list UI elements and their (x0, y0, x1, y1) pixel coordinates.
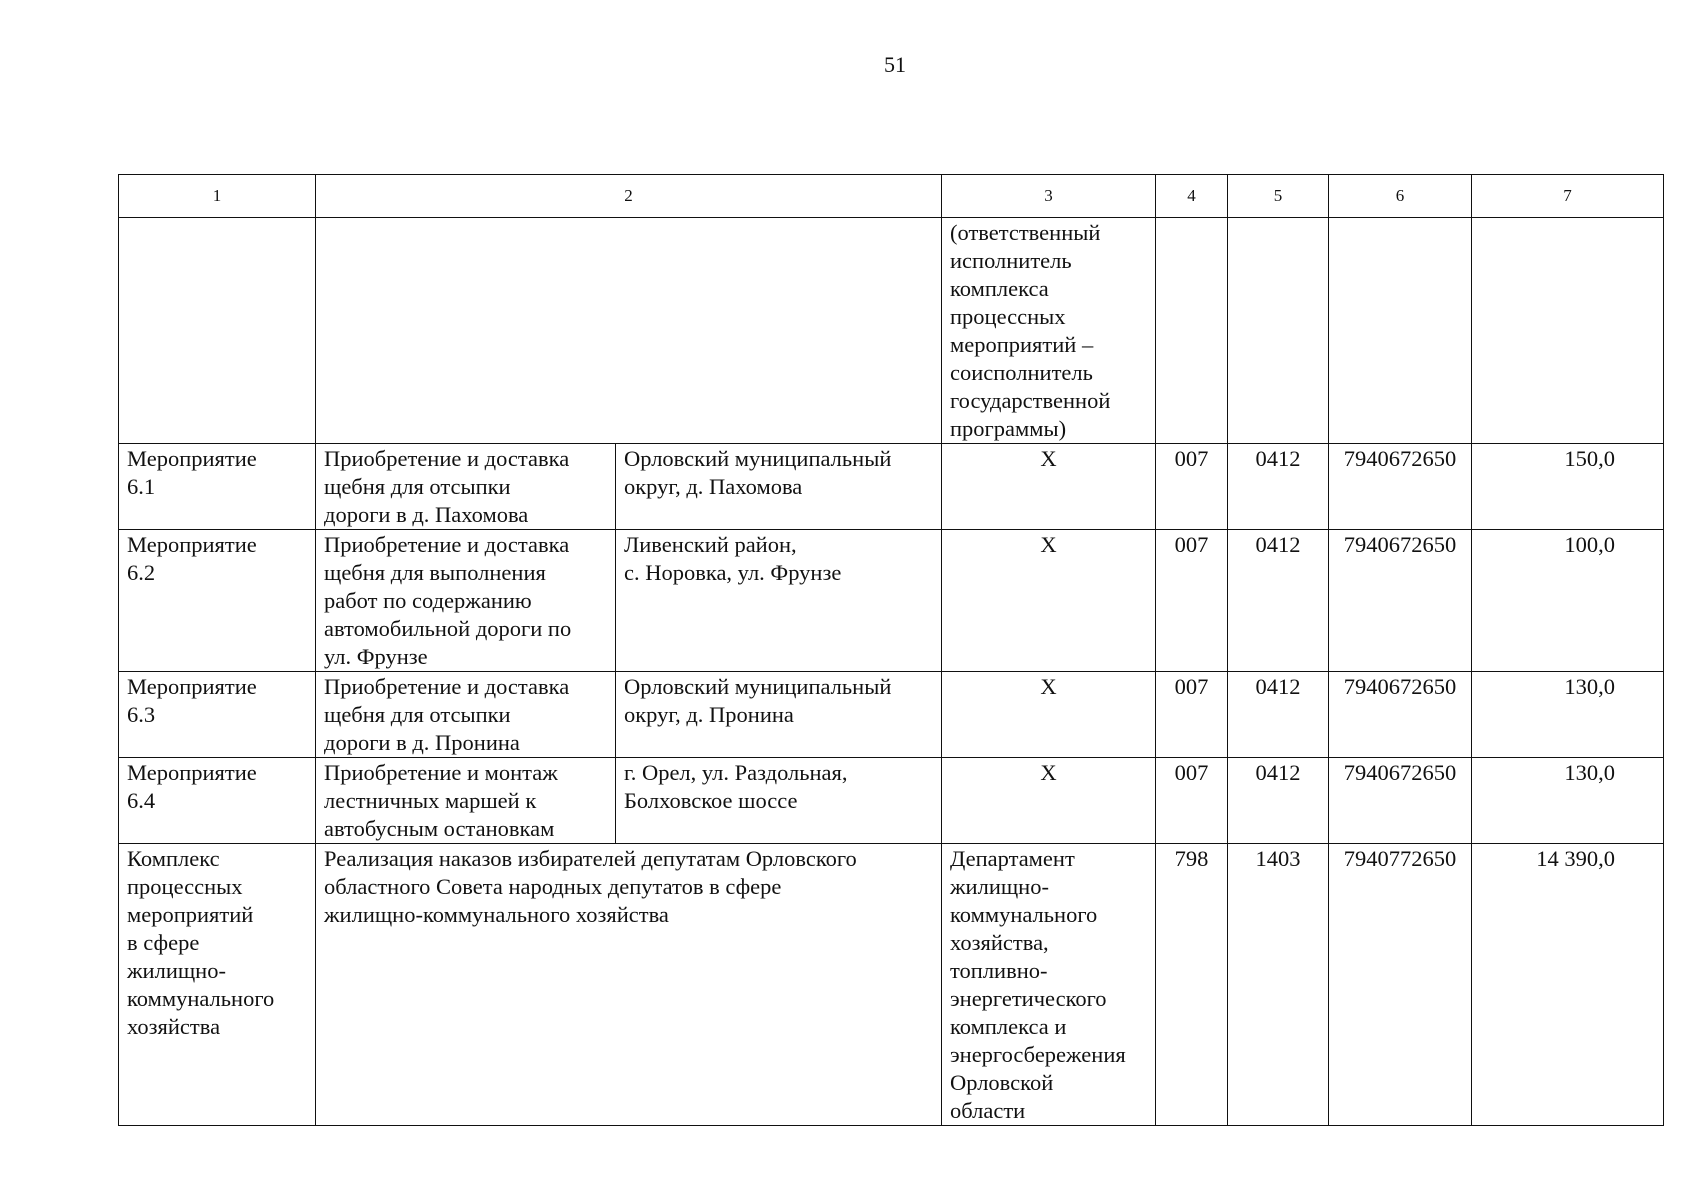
header-col-7: 7 (1472, 175, 1664, 218)
complex-description-cell: Реализация наказов избирателей депутатам Орловского областного Совета народных депутатов в сфере жилищно-коммунального хозяйства (316, 844, 942, 1126)
activity-code4-cell: 007 (1156, 672, 1228, 758)
activity-code5-cell: 0412 (1228, 530, 1329, 672)
table-row (119, 758, 1664, 844)
continuation-row (119, 218, 1664, 444)
activity-code4-cell: 007 (1156, 444, 1228, 530)
complex-code4-cell: 798 (1156, 844, 1228, 1126)
activity-name-cell: Мероприятие 6.4 (119, 758, 316, 844)
activity-code4-cell: 007 (1156, 530, 1228, 672)
activity-description-cell: Приобретение и доставка щебня для выполнения работ по содержанию автомобильной дороги по ул. Фрунзе (316, 530, 616, 672)
activity-description-cell: Приобретение и доставка щебня для отсыпки дороги в д. Пронина (316, 672, 616, 758)
activity-location-cell: Орловский муниципальный округ, д. Пахомова (616, 444, 942, 530)
activity-code5-cell: 0412 (1228, 758, 1329, 844)
activity-executor-cell: Х (942, 444, 1156, 530)
continuation-name-cell (119, 218, 316, 444)
header-col-6: 6 (1329, 175, 1472, 218)
activity-code4-cell: 007 (1156, 758, 1228, 844)
complex-row (119, 844, 1664, 1126)
activity-executor-cell: Х (942, 672, 1156, 758)
header-row (119, 175, 1664, 218)
continuation-description-cell (316, 218, 942, 444)
activity-executor-cell: Х (942, 758, 1156, 844)
header-col-5: 5 (1228, 175, 1329, 218)
header-col-3: 3 (942, 175, 1156, 218)
continuation-code4-cell (1156, 218, 1228, 444)
activity-description-cell: Приобретение и доставка щебня для отсыпки дороги в д. Пахомова (316, 444, 616, 530)
continuation-code5-cell (1228, 218, 1329, 444)
activity-name-cell: Мероприятие 6.1 (119, 444, 316, 530)
activity-amount-cell: 130,0 (1472, 672, 1664, 758)
activity-code6-cell: 7940672650 (1329, 758, 1472, 844)
activity-name-cell: Мероприятие 6.3 (119, 672, 316, 758)
activity-amount-cell: 150,0 (1472, 444, 1664, 530)
table-row (119, 672, 1664, 758)
activity-code6-cell: 7940672650 (1329, 672, 1472, 758)
activity-code5-cell: 0412 (1228, 672, 1329, 758)
budget-table (118, 174, 1664, 1126)
header-col-4: 4 (1156, 175, 1228, 218)
header-col-1: 1 (119, 175, 316, 218)
header-col-2: 2 (316, 175, 942, 218)
activity-code5-cell: 0412 (1228, 444, 1329, 530)
activity-location-cell: Орловский муниципальный округ, д. Пронина (616, 672, 942, 758)
activity-name-cell: Мероприятие 6.2 (119, 530, 316, 672)
activity-description-cell: Приобретение и монтаж лестничных маршей к автобусным остановкам (316, 758, 616, 844)
continuation-code6-cell (1329, 218, 1472, 444)
activity-location-cell: Ливенский район, с. Норовка, ул. Фрунзе (616, 530, 942, 672)
activity-amount-cell: 100,0 (1472, 530, 1664, 672)
complex-name-cell: Комплекс процессных мероприятий в сфере жилищно- коммунального хозяйства (119, 844, 316, 1126)
table-row (119, 444, 1664, 530)
continuation-amount-cell (1472, 218, 1664, 444)
page-number: 51 (884, 52, 906, 77)
complex-amount-cell: 14 390,0 (1472, 844, 1664, 1126)
activity-location-cell: г. Орел, ул. Раздольная, Болховское шоссе (616, 758, 942, 844)
activity-code6-cell: 7940672650 (1329, 530, 1472, 672)
activity-amount-cell: 130,0 (1472, 758, 1664, 844)
complex-code5-cell: 1403 (1228, 844, 1329, 1126)
activity-executor-cell: Х (942, 530, 1156, 672)
complex-executor-cell: Департамент жилищно- коммунального хозяйства, топливно- энергетического комплекса и энергосбережения Орловской области (942, 844, 1156, 1126)
table-row (119, 530, 1664, 672)
continuation-executor-cell: (ответственный исполнитель комплекса процессных мероприятий – соисполнитель государственной программы) (942, 218, 1156, 444)
complex-code6-cell: 7940772650 (1329, 844, 1472, 1126)
activity-code6-cell: 7940672650 (1329, 444, 1472, 530)
